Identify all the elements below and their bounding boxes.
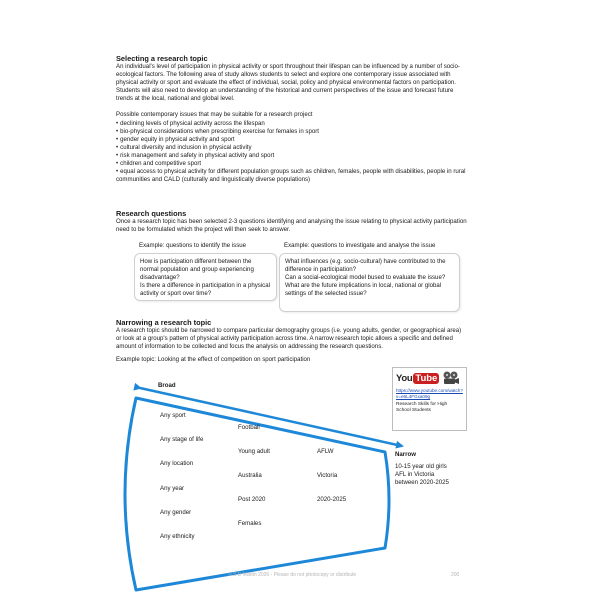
question: How is participation different between the normal population and group experiencing disadvantage? [140,258,254,281]
list-item: • equal access to physical activity for different population groups such as children, females, people with disabilities, people in rural communities and CALD (culturally and linguistically diverse populations) [116,168,466,184]
narrowing-example: Example topic: Looking at the effect of competition on sport participation [116,356,311,364]
issues-intro: Possible contemporary issues that may be suitable for a research project [116,111,313,119]
funnel-item: Females [238,520,262,527]
funnel-item: 2020-2025 [317,496,347,503]
question: Can a social-ecological model bused to evaluate the issue? [285,274,446,281]
broad-label: Broad [158,382,176,389]
funnel-item: Any gender [160,509,192,516]
list-item: • gender equity in physical activity and sport [116,135,235,143]
funnel-item: AFLW [317,448,334,455]
question: What are the future implications in local, national or global settings of the selected issue? [285,282,442,297]
question: What influences (e.g. socio-cultural) have contributed to the difference in participation? [285,258,446,273]
funnel-item: Australia [238,472,262,479]
youtube-link[interactable]: https://www.youtube.com/watch?v=e6L4FGxa09g [396,388,463,399]
funnel-item: Young adult [238,448,270,455]
left-column-heading: Example: questions to identify the issue [139,242,247,249]
selecting-heading: Selecting a research topic [116,54,208,63]
selecting-intro: An individual's level of participation in physical activity or sport throughout their lifespan can be influenced by a number of socio-ecological factors. The following area of study allows students to select and explore one contemporary issue associated with physical activity or sport and evaluate the effect of individual, social, policy and physical environmental factors on participation. Students will also need to develop an understanding of the historical and current perspectives of the issue and forecast future trends at the local, national and global level. [116,63,460,103]
page-number: 200 [451,572,460,578]
list-item: • children and competitive sport [116,160,202,168]
funnel-item: Any stage of life [160,436,204,443]
list-item: • cultural diversity and inclusion in physical activity [116,143,252,151]
narrowing-heading: Narrowing a research topic [116,318,212,327]
narrow-topic: 10-15 year old girls AFL in Victoria between 2020-2025 [395,463,449,486]
funnel-item: Football [238,424,260,431]
list-item: • risk management and safety in physical activity and sport [116,151,275,159]
question: Is there a difference in participation in a physical activity or sport over time? [140,282,270,297]
list-item: • bio-physical considerations when prescribing exercise for females in sport [116,127,319,135]
list-item: • declining levels of physical activity across the lifespan [116,119,265,127]
youtube-caption: Research Skills for High School Students [396,402,448,413]
right-column-heading: Example: questions to investigate and analyse the issue [284,242,436,249]
funnel-item: Any ethnicity [160,533,195,540]
research-questions-intro: Once a research topic has been selected 2-3 questions identifying and analysing the issue relating to physical activity participation need to be formulated which the project will then seek to answer. [116,218,467,234]
narrow-label: Narrow [395,451,416,458]
funnel-item: Any year [160,485,185,492]
funnel-item: Post 2020 [238,496,266,503]
footer-copyright: © S D Martin 2026 - Please do not photocopy or distribute [228,572,357,578]
funnel-item: Victoria [317,472,338,479]
youtube-logo: You Tube [396,371,463,385]
funnel-item: Any sport [160,412,186,419]
narrowing-intro: A research topic should be narrowed to compare particular demography groups (i.e. young adults, gender, or geographical area) or look at a group's pattern of physical activity participation across time. A narrow research topic allows a specific and defined amount of information to be collected and focus the analysis on addressing the research questions. [116,327,462,351]
funnel-item: Any location [160,460,194,467]
research-questions-heading: Research questions [116,209,187,218]
